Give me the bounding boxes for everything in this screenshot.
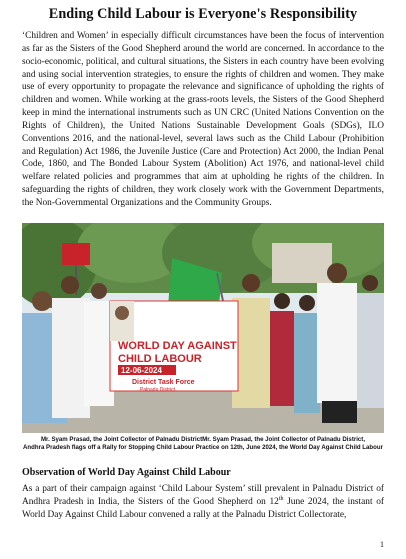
banner-title-2: CHILD LABOUR [118, 353, 202, 365]
caption-line-1: Mr. Syam Prasad, the Joint Collector of Palnadu DistrictMr. Syam Prasad, the Joint Collector of Palnadu District, [40, 436, 366, 443]
rally-photo [22, 223, 384, 433]
photo-caption [22, 436, 384, 453]
para2-sup: th [278, 495, 284, 502]
page-number: 1 [380, 540, 384, 549]
section-heading: Observation of World Day Against Child Labour [22, 467, 231, 478]
page-title: Ending Child Labour is Everyone's Responsibility [48, 6, 358, 22]
intro-paragraph: ‘Children and Women’ in especially difficult circumstances have been the focus of intervention as far as the Sisters of the Good Shepherd around the world are concerned. In accordance to the socio-economic, political, and cultural situations, the Sisters in each country have been evolving and using social intervention strategies, to ensure the rights of children and women. They make use of every opportunity to propagate the relevance and significance of upholding the rights of children and women. While working at the grass-roots levels, the Sisters of the Good Shepherd keep in mind the international instruments such as UN CRC (United Nations Convention on the Rights of Children), the United Nations Sustainable Development Goals (SDGs), ILO Conventions 2016, and the national-level, several laws such as the Child Labour (Prohibition and Regulation) Act 1986, the Juvenile Justice (Care and Protection) Act 2000, the Indian Penal Code, 1860, and The Bonded Labour System (Abolition) Act 1976, and national-level child welfare related policies and programmes that aim at upholding he rights of the children. In safeguarding the rights of children, they work closely work with the Government Departments, the Non-Governmental Organizations and the Community Groups. [22, 31, 384, 208]
banner-org: District Task Force [132, 379, 195, 386]
para2-part-1: As a part of their campaign against ‘Child Labour System’ still prevalent in Palnadu District of Andhra Pradesh in India, the Sisters of the Good Shepherd on 12 [22, 484, 384, 507]
banner-title-1: WORLD DAY AGAINST [118, 340, 237, 352]
observation-paragraph [22, 483, 384, 522]
para2-part-2: June 2024, the instant of World Day Against Child Labour convened a rally at the Palnadu District Collectorate, [22, 497, 384, 520]
caption-line-2: Andhra Pradesh flags off a Rally for Stopping Child Labour Practice on 12th, June 2024, the World Day Against Child Labour [23, 444, 383, 452]
figure [22, 223, 384, 433]
banner-date: 12-06-2024 [121, 366, 162, 375]
banner-district: Palnadu District [140, 387, 176, 393]
